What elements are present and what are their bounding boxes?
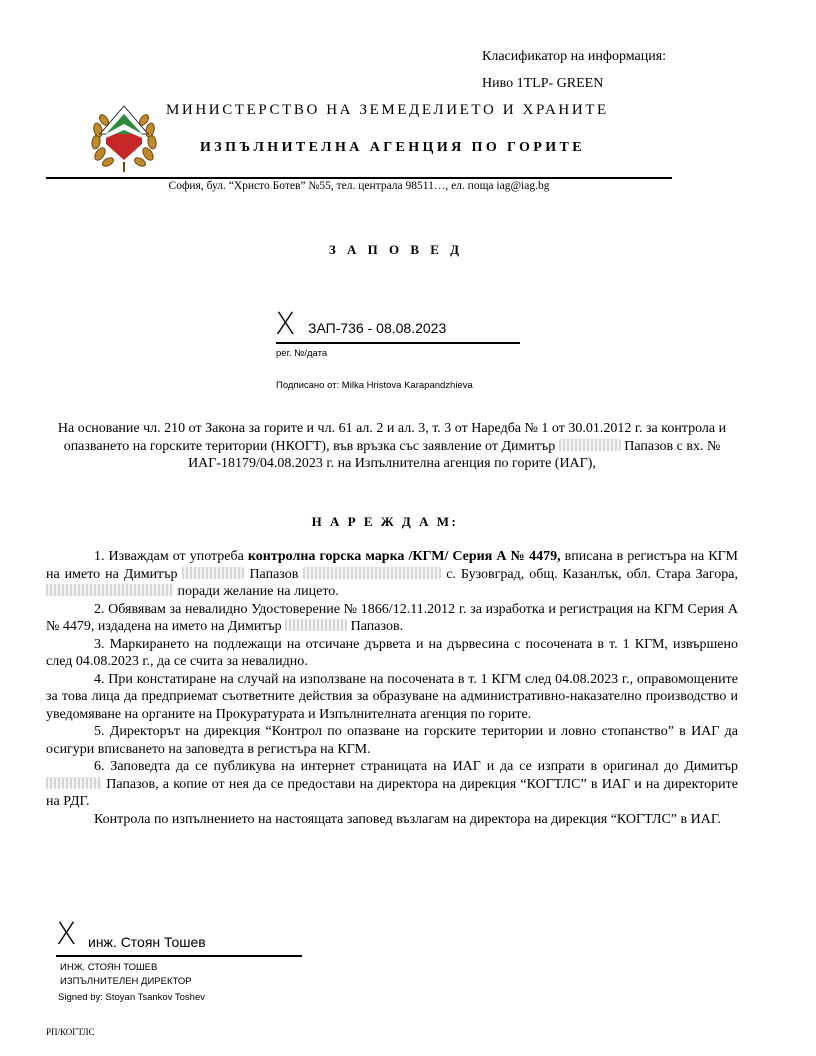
ministry-wreath-emblem-icon xyxy=(86,100,162,174)
agency-name: ИЗПЪЛНИТЕЛНА АГЕНЦИЯ ПО ГОРИТЕ xyxy=(200,140,585,155)
decree-item-5: 5. Директорът на дирекция “Контрол по опазване на горските територии и ловно стопанство” в ИАГ да осигури вписването на заповедта в регистъра на КГМ. xyxy=(46,724,738,757)
registration-caption: рег. №/дата xyxy=(276,348,328,359)
intro-paragraph xyxy=(44,420,740,473)
decree-item-1: 1. Изваждам от употреба контролна горска марка /КГМ/ Серия А № 4479, вписана в регистъра на КГМ на името на Димитър Папазов с. Бузовград, общ. Казанлък, обл. Стара Загора, поради желание на лицето. xyxy=(46,549,739,599)
director-position: ИЗПЪЛНИТЕЛЕН ДИРЕКТОР xyxy=(60,976,192,987)
classification-block xyxy=(482,48,666,102)
signature-mark-icon: X xyxy=(56,917,77,952)
document-title: З А П О В Е Д xyxy=(328,242,464,257)
redacted-text xyxy=(303,567,441,579)
decree-item-2: 2. Обявявам за невалидно Удостоверение № 1866/12.11.2012 г. за изработка и регистрация на КГМ Серия А № 4479, издадена на името на Димитър Папазов. xyxy=(46,601,738,634)
director-signature-name: инж. Стоян Тошев xyxy=(88,934,206,950)
classifier-level: Ниво 1TLP- GREEN xyxy=(482,76,604,91)
decree-body xyxy=(46,548,738,828)
decree-item-4: 4. При констатиране на случай на използване на посочената в т. 1 КГМ след 04.08.2023 г., оправомощените за това лица да предприемат съответните действия за образуване на административно-наказателно производство и уведомяване на органите на Прокуратурата и Изпълнителната агенция по горите. xyxy=(46,671,738,722)
registration-number: ЗАП-736 - 08.08.2023 xyxy=(308,320,447,336)
ministry-name: МИНИСТЕРСТВО НА ЗЕМЕДЕЛИЕТО И ХРАНИТЕ xyxy=(166,102,609,118)
intro-text-part1: На основание чл. 210 от Закона за горите и чл. 61 ал. 2 и ал. 3, т. 3 от Наредба № 1 от 30.01.2012 г. за контрола и опазването на горските територии (НКОГТ), във връзка със заявление от Димитър xyxy=(57,421,727,454)
decree-item-6: 6. Заповедта да се публикува на интернет страницата на ИАГ и да се изпрати в оригинал до Димитър Папазов, а копие от нея да се предостави на директора на дирекция “КОГТЛС” в ИАГ и на директорите на РДГ. xyxy=(46,759,738,809)
intro-text-part2: Папазов с вх. № ИАГ-18179/04.08.2023 г. на Изпълнителна агенция по горите (ИАГ), xyxy=(188,438,721,471)
signer-info: Подписано от: Milka Hristova Karapandzhieva xyxy=(276,380,473,391)
control-paragraph: Контрола по изпълнението на настоящата заповед възлагам на директора на дирекция “КОГТЛС” в ИАГ. xyxy=(94,811,721,827)
director-name-caps: ИНЖ. СТОЯН ТОШЕВ xyxy=(60,962,158,973)
decree-item-3: 3. Маркирането на подлежащи на отсичане дърветa и на дървесина с посочената в т. 1 КГМ, извършено след 04.08.2023 г., да се счита за невалидно. xyxy=(46,636,738,669)
redacted-text xyxy=(285,619,347,631)
redacted-text xyxy=(46,584,174,596)
decree-heading: Н А Р Е Ж Д А М: xyxy=(311,514,459,529)
signature-line xyxy=(56,955,302,957)
signature-mark-icon: X xyxy=(275,307,296,342)
header-divider xyxy=(46,177,672,179)
signature-line xyxy=(276,342,520,344)
redacted-text xyxy=(182,567,244,579)
redacted-text xyxy=(46,777,102,789)
director-title-block xyxy=(60,961,192,989)
redacted-text xyxy=(559,439,621,451)
director-signed-by: Signed by: Stoyan Tsankov Toshev xyxy=(58,992,205,1003)
item-1-bold: контролна горска марка /КГМ/ Серия А № 4479, xyxy=(247,549,561,564)
footer-reference: РП/КОГТЛС xyxy=(46,1027,95,1037)
classifier-label: Класификатор на информация: xyxy=(482,49,667,64)
agency-address: София, бул. “Христо Ботев” №55, тел. централа 98511…, ел. поща iag@iag.bg xyxy=(168,180,550,192)
